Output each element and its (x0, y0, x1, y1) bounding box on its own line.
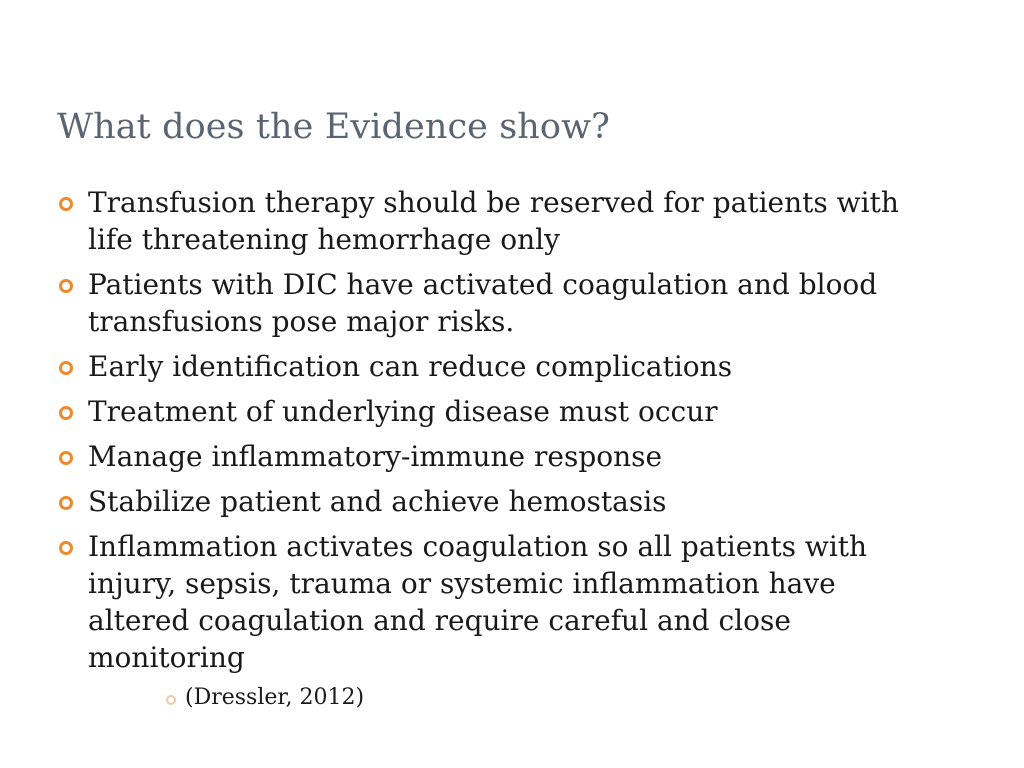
bullet-item (57, 483, 917, 520)
ring-bullet-icon (59, 541, 73, 555)
bullet-item (57, 438, 917, 475)
citation-text: (Dressler, 2012) (185, 685, 365, 710)
bullet-text: Transfusion therapy should be reserved for patients with life threatening hemorrhage only (88, 186, 899, 256)
bullet-text: Inflammation activates coagulation so all patients with injury, sepsis, trauma or systemic inflammation have altered coagulation and require careful and close monitoring (88, 530, 868, 674)
bullet-item (57, 348, 917, 385)
ring-bullet-icon (59, 496, 73, 510)
bullet-item (57, 184, 917, 258)
ring-bullet-icon (59, 451, 73, 465)
bullet-text: Treatment of underlying disease must occur (88, 395, 718, 428)
bullet-item (57, 528, 917, 676)
ring-bullet-icon (59, 279, 73, 293)
bullet-text: Stabilize patient and achieve hemostasis (88, 485, 667, 518)
bullet-item (57, 266, 917, 340)
bullet-text: Manage inflammatory-immune response (88, 440, 663, 473)
bullet-item (57, 393, 917, 430)
slide-title: What does the Evidence show? (57, 107, 611, 147)
citation-sub-bullet (164, 684, 364, 712)
ring-bullet-icon (59, 197, 73, 211)
ring-bullet-icon (59, 361, 73, 375)
small-ring-bullet-icon (166, 695, 176, 705)
bullet-list (57, 184, 917, 684)
bullet-text: Patients with DIC have activated coagulation and blood transfusions pose major risks. (88, 268, 878, 338)
bullet-text: Early identification can reduce complications (88, 350, 733, 383)
ring-bullet-icon (59, 406, 73, 420)
